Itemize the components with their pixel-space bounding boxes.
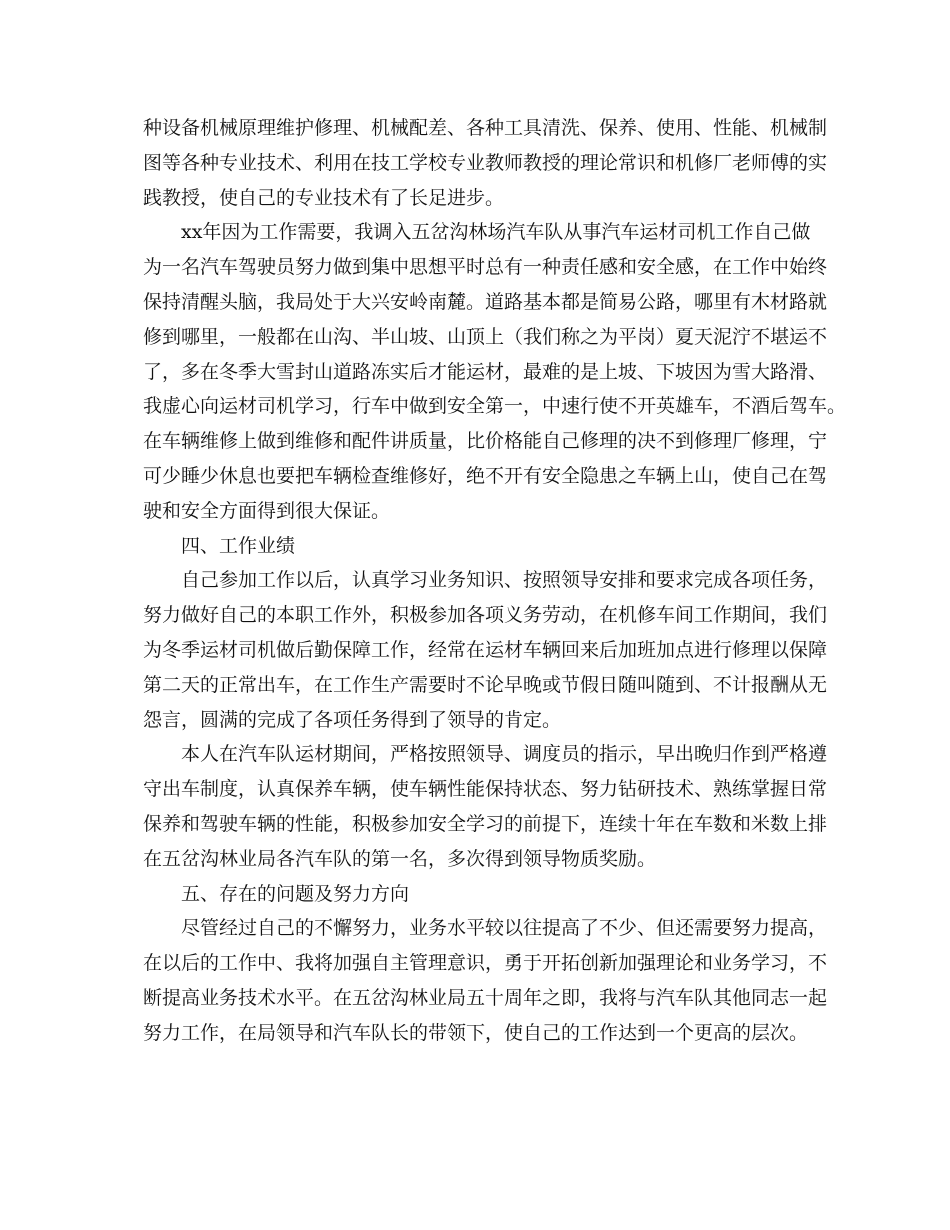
text-line: 驶和安全方面得到很大保证。 <box>143 499 391 522</box>
text-line: 在五岔沟林业局各汽车队的第一名，多次得到领导物质奖励。 <box>143 847 657 870</box>
text-line: 在车辆维修上做到维修和配件讲质量，比价格能自己修理的决不到修理厂修理，宁 <box>143 430 828 453</box>
text-line: 第二天的正常出车，在工作生产需要时不论早晚或节假日随叫随到、不计报酬从无 <box>143 673 828 696</box>
text-line: 可少睡少休息也要把车辆检查维修好，绝不开有安全隐患之车辆上山，使自己在驾 <box>143 464 828 487</box>
text-line: 四、工作业绩 <box>181 534 296 557</box>
text-line: 五、存在的问题及努力方向 <box>181 882 410 905</box>
text-line: 尽管经过自己的不懈努力，业务水平较以往提高了不少、但还需要努力提高， <box>181 917 828 940</box>
text-line: 断提高业务技术水平。在五岔沟林业局五十周年之即，我将与汽车队其他同志一起 <box>143 986 828 1009</box>
text-line: 守出车制度，认真保养车辆，使车辆性能保持状态、努力钻研技术、熟练掌握日常 <box>143 778 828 801</box>
text-line: 保持清醒头脑，我局处于大兴安岭南麓。道路基本都是简易公路，哪里有木材路就 <box>143 290 828 313</box>
text-line: 在以后的工作中、我将加强自主管理意识，勇于开拓创新加强理论和业务学习，不 <box>143 952 828 975</box>
text-line: 图等各种专业技术、利用在技工学校专业教师教授的理论常识和机修厂老师傅的实 <box>143 151 828 174</box>
text-line: 自己参加工作以后，认真学习业务知识、按照领导安排和要求完成各项任务， <box>181 569 828 592</box>
text-line: 践教授，使自己的专业技术有了长足进步。 <box>143 186 505 209</box>
text-line: 努力做好自己的本职工作外，积极参加各项义务劳动，在机修车间工作期间，我们 <box>143 604 828 627</box>
text-line: 努力工作，在局领导和汽车队长的带领下，使自己的工作达到一个更高的层次。 <box>143 1021 809 1044</box>
text-line: 了，多在冬季大雪封山道路冻实后才能运材，最难的是上坡、下坡因为雪大路滑、 <box>143 360 828 383</box>
text-line: xx年因为工作需要，我调入五岔沟林场汽车队从事汽车运材司机工作自己做 <box>181 221 811 244</box>
text-line: 为冬季运材司机做后勤保障工作，经常在运材车辆回来后加班加点进行修理以保障 <box>143 638 828 661</box>
text-line: 保养和驾驶车辆的性能，积极参加安全学习的前提下，连续十年在车数和米数上排 <box>143 812 828 835</box>
text-line: 修到哪里，一般都在山沟、半山坡、山顶上（我们称之为平岗）夏天泥泞不堪运不 <box>143 325 828 348</box>
document-body <box>143 111 847 1051</box>
text-line: 本人在汽车队运材期间，严格按照领导、调度员的指示，早出晚归作到严格遵 <box>181 743 828 766</box>
text-line: 怨言，圆满的完成了各项任务得到了领导的肯定。 <box>143 708 562 731</box>
text-line: 种设备机械原理维护修理、机械配差、各种工具清洗、保养、使用、性能、机械制 <box>143 117 828 139</box>
text-line: 为一名汽车驾驶员努力做到集中思想平时总有一种责任感和安全感，在工作中始终 <box>143 256 828 279</box>
text-line: 我虚心向运材司机学习，行车中做到安全第一，中速行使不开英雄车，不酒后驾车。 <box>143 395 847 418</box>
